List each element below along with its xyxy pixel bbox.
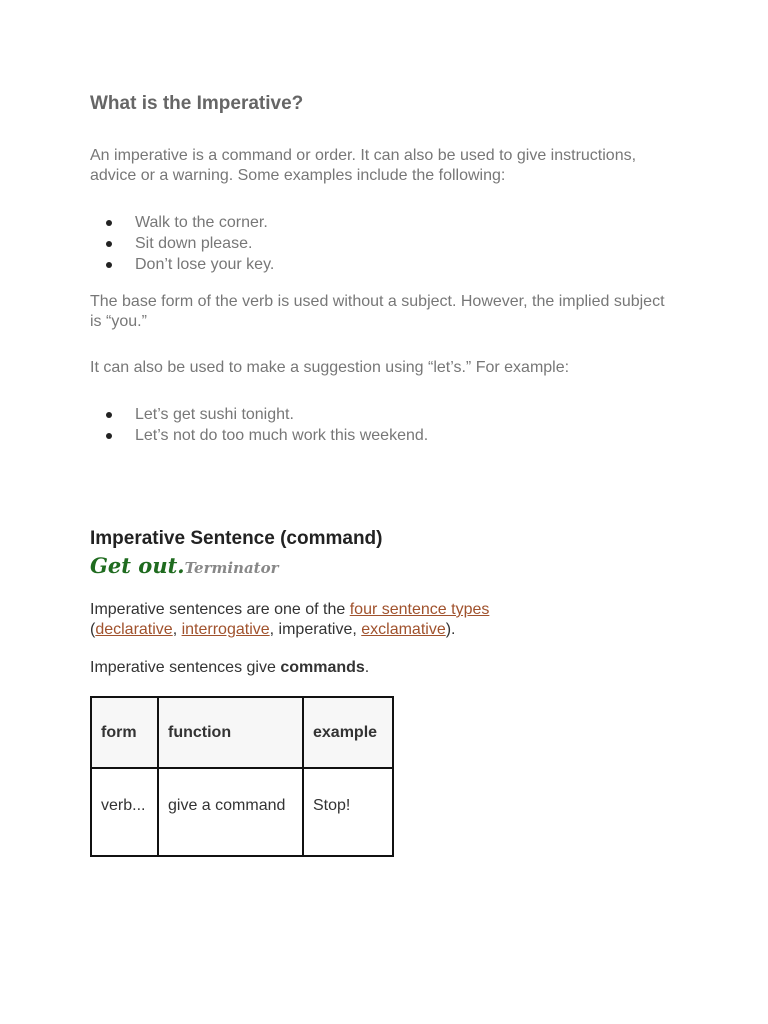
table-header-row	[91, 697, 393, 768]
cell-example: Stop!	[303, 768, 393, 856]
table-row	[91, 768, 393, 856]
exclamative-link[interactable]: exclamative	[361, 621, 446, 638]
declarative-link[interactable]: declarative	[95, 621, 173, 638]
quote-line	[90, 553, 279, 578]
cell-form: verb...	[91, 768, 158, 856]
commands-paragraph: Imperative sentences give commands.	[90, 659, 370, 676]
column-header-function: function	[158, 697, 303, 768]
sentence-types-paragraph: Imperative sentences are one of the four sentence types (declarative, interrogative, imperative, exclamative).	[90, 601, 490, 638]
intro-paragraph: An imperative is a command or order. It can also be used to give instructions, advice or a warning. Some examples include the following:	[90, 147, 637, 184]
list-item: Let’s not do too much work this weekend.	[90, 425, 428, 446]
column-header-form: form	[91, 697, 158, 768]
list-item: Walk to the corner.	[90, 212, 274, 233]
column-header-example: example	[303, 697, 393, 768]
section-title: Imperative Sentence (command)	[90, 528, 383, 549]
page-title: What is the Imperative?	[90, 93, 304, 114]
four-sentence-types-link[interactable]: four sentence types	[349, 601, 490, 618]
examples-list	[90, 212, 274, 275]
quote-author: Terminator	[184, 559, 279, 577]
base-form-paragraph: The base form of the verb is used without a subject. However, the implied subject is “you.”	[90, 293, 665, 330]
interrogative-link[interactable]: interrogative	[181, 621, 270, 638]
list-item: Sit down please.	[90, 233, 274, 254]
bullet-icon	[106, 433, 112, 439]
commands-bold: commands	[280, 659, 365, 676]
list-item: Let’s get sushi tonight.	[90, 404, 428, 425]
bullet-icon	[106, 220, 112, 226]
bullet-icon	[106, 241, 112, 247]
list-item: Don’t lose your key.	[90, 254, 274, 275]
cell-function: give a command	[158, 768, 303, 856]
imperative-table	[90, 696, 394, 857]
bullet-icon	[106, 262, 112, 268]
quote-text: Get out.	[90, 553, 185, 578]
bullet-icon	[106, 412, 112, 418]
suggestion-paragraph: It can also be used to make a suggestion using “let’s.” For example:	[90, 359, 570, 376]
suggestion-examples-list	[90, 404, 428, 446]
